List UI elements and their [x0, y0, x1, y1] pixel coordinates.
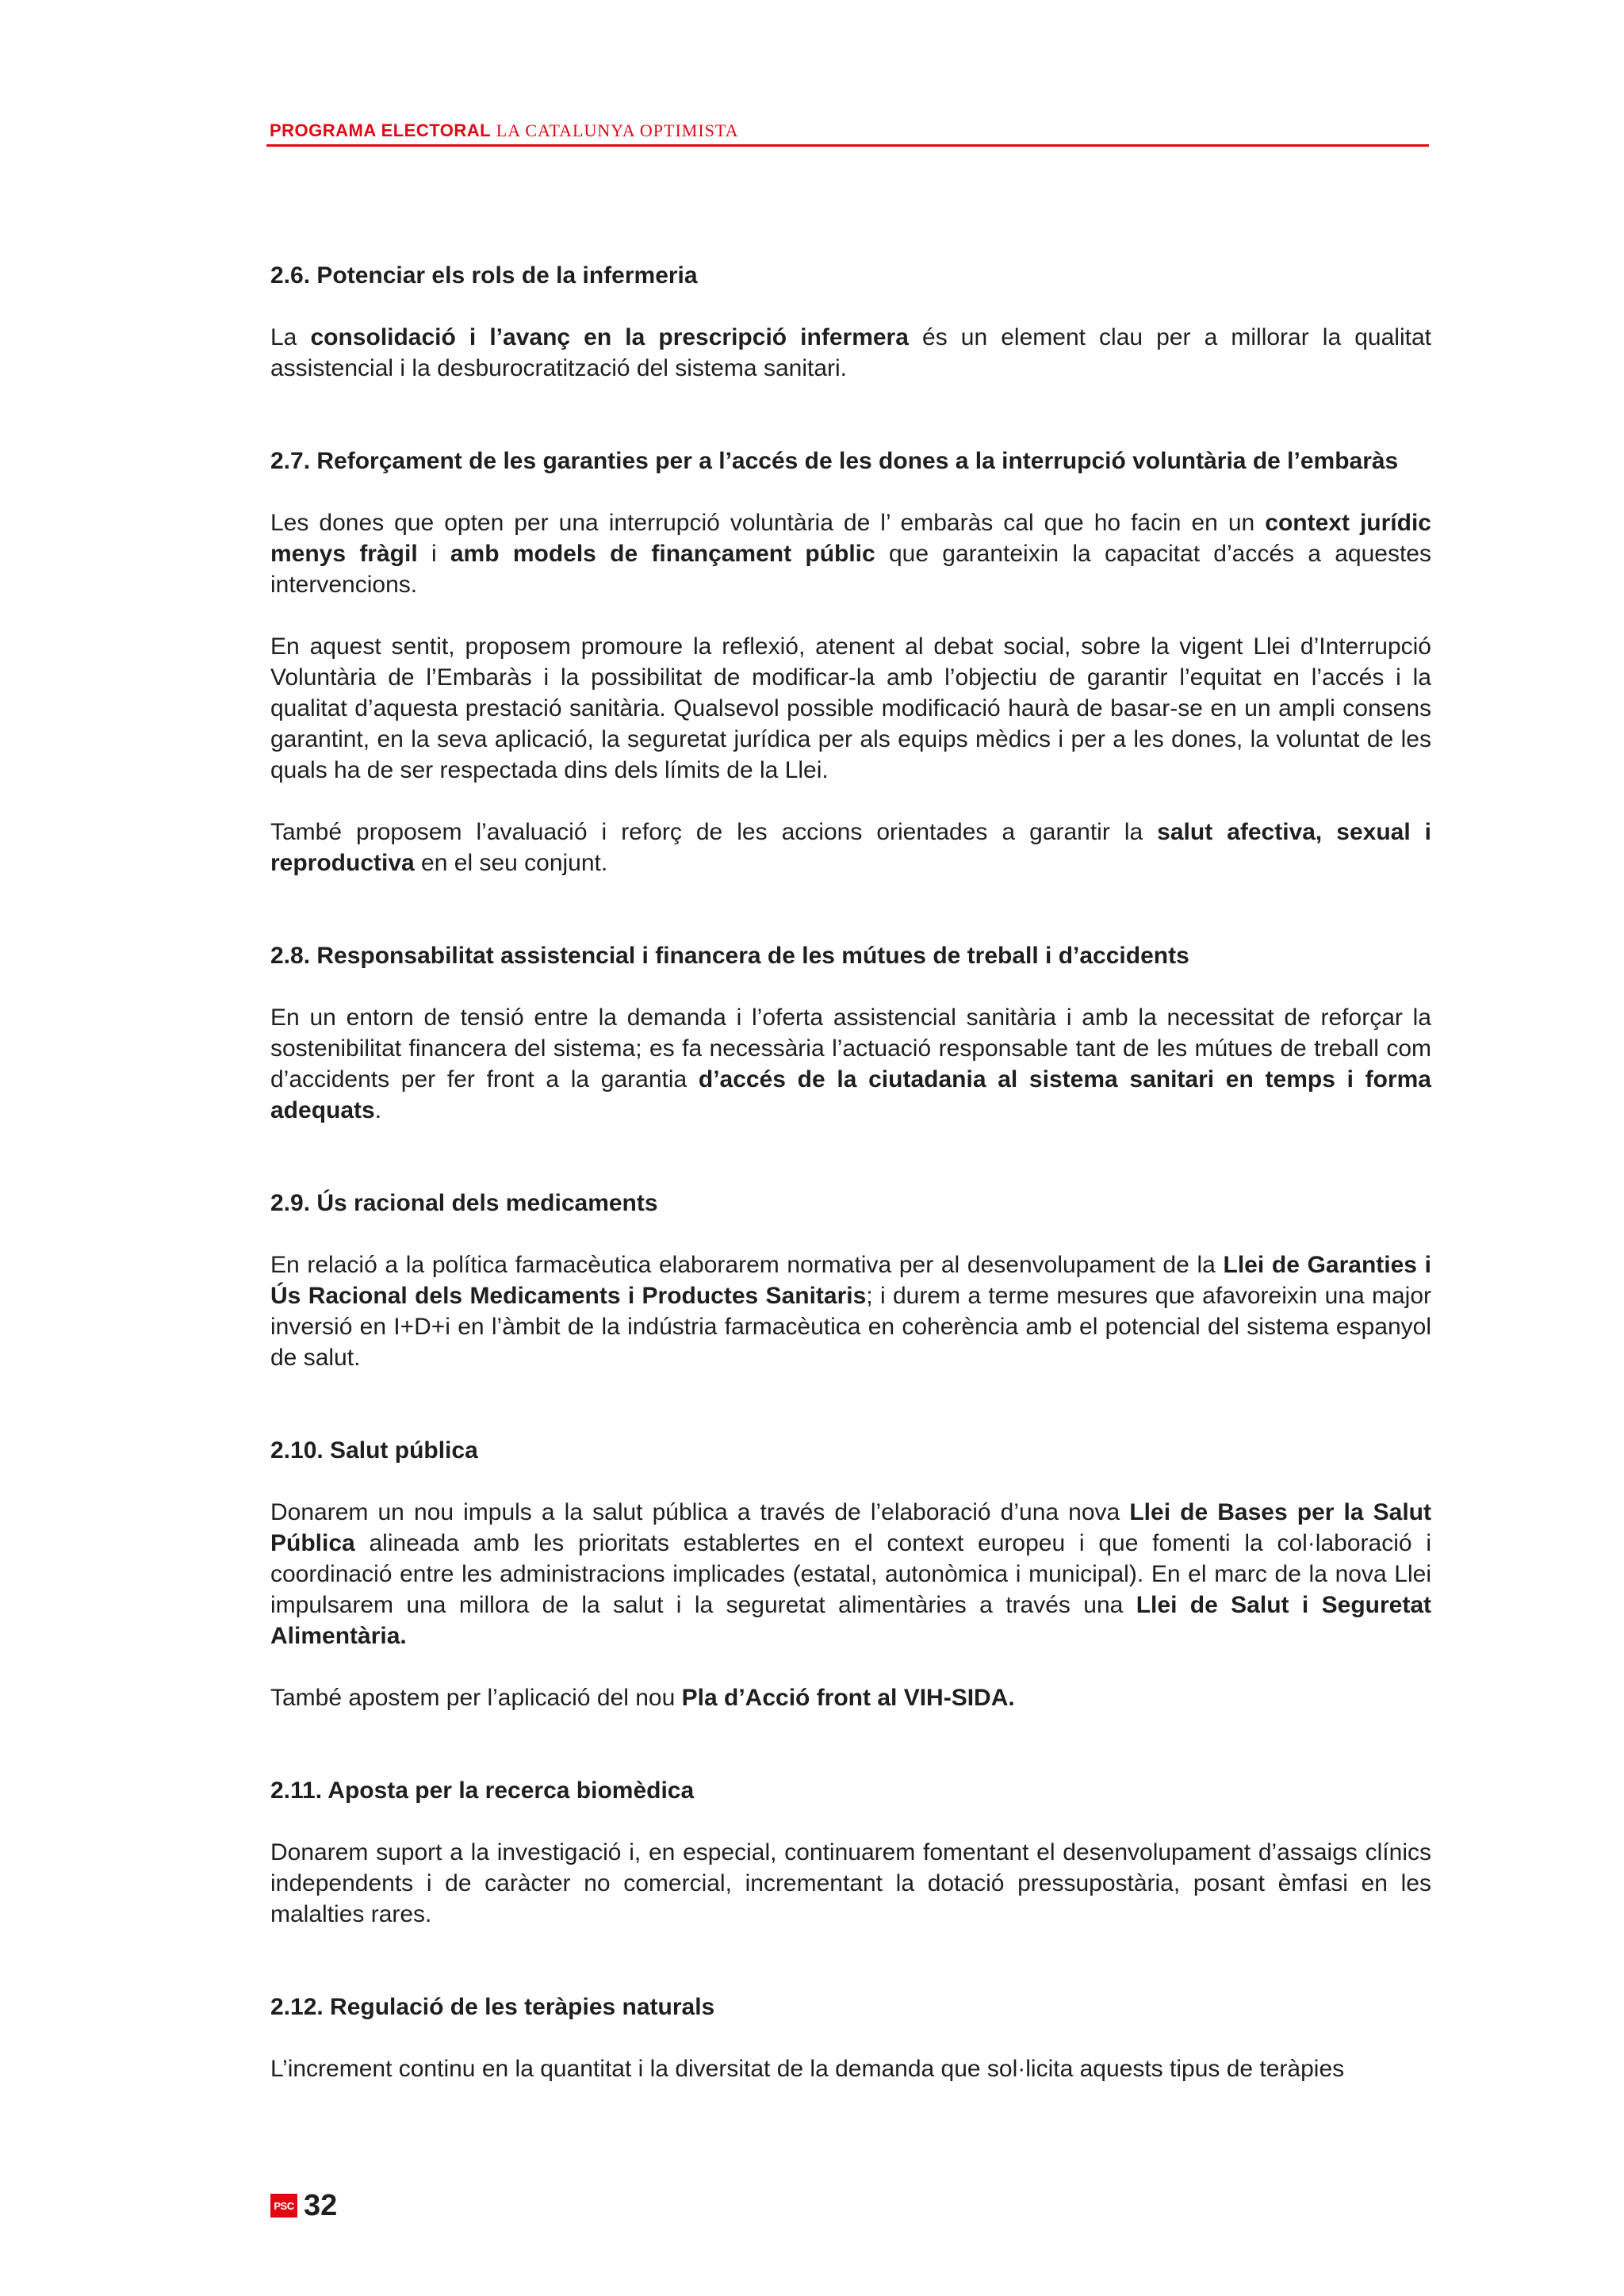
emphasized-text: d’accés de la ciutadania al sistema sanitari en temps i forma adequats [270, 1066, 1431, 1123]
body-paragraph [270, 322, 1431, 384]
paragraph-gap [270, 291, 1431, 322]
section-heading: 2.12. Regulació de les teràpies naturals [270, 1994, 715, 2020]
body-paragraph [270, 2053, 1431, 2084]
emphasized-text: consolidació i l’avanç en la prescripció infermera [310, 324, 909, 350]
text-run: alineada amb les prioritats establertes en el context europeu i que fomenti la col·laboració i coordinació entre les administracions implicades (estatal, autonòmica i municipal). En el marc de la nova Llei impulsarem una millora de la salut i la seguretat alimentàries a través una [270, 1530, 1431, 1618]
page-number: 32 [304, 2189, 338, 2222]
text-run: La [270, 324, 311, 350]
body-paragraph [270, 507, 1431, 600]
text-run: L’increment continu en la quantitat i la diversitat de la demanda que sol·licita aquests tipus de teràpies [270, 2056, 1345, 2082]
running-header [270, 121, 1429, 141]
emphasized-text: amb models de finançament públic [450, 541, 875, 567]
text-run: En un entorn de tensió entre la demanda i l’oferta assistencial sanitària i amb la necessitat de reforçar la sostenibilitat financera del sistema; es fa necessària l’actuació responsable tant de les mútues de treball com d’accidents per fer front a la garantia [270, 1004, 1431, 1093]
text-run: és un element clau per a millorar la qualitat assistencial i la desburocratització del sistema sanitari. [270, 324, 1431, 381]
paragraph-gap [270, 1219, 1431, 1249]
text-run: . [374, 1097, 382, 1123]
header-program-label: PROGRAMA ELECTORAL [270, 121, 492, 140]
paragraph-gap [270, 786, 1431, 817]
text-run: en el seu conjunt. [414, 850, 608, 876]
section-gap [270, 1373, 1431, 1435]
text-run: ; i durem a terme mesures que afavoreixin una major inversió en I+D+i en l’àmbit de la indústria farmacèutica en coherència amb el potencial del sistema espanyol de salut. [270, 1283, 1431, 1371]
section-heading: 2.10. Salut pública [270, 1437, 478, 1464]
paragraph-gap [270, 1806, 1431, 1837]
emphasized-text: Llei de Bases per la Salut Pública [270, 1499, 1431, 1556]
emphasized-text: Llei de Salut i Seguretat Alimentària. [270, 1592, 1431, 1649]
paragraph-gap [270, 1651, 1431, 1682]
text-run: Donarem suport a la investigació i, en especial, continuarem fomentant el desenvolupament d’assaigs clínics independents i de caràcter no comercial, incrementant la dotació pressupostària, posant èmfasi en les malalties rares. [270, 1839, 1431, 1927]
text-run: També apostem per l’aplicació del nou [270, 1685, 682, 1711]
paragraph-gap [270, 476, 1431, 507]
emphasized-text: Pla d’Acció front al VIH-SIDA. [681, 1685, 1015, 1711]
section-gap [270, 878, 1431, 940]
text-run: Donarem un nou impuls a la salut pública a través de l’elaboració d’una nova [270, 1499, 1130, 1525]
header-program-title: LA CATALUNYA OPTIMISTA [496, 121, 739, 140]
body-paragraph [270, 1497, 1431, 1651]
text-run: i [417, 541, 450, 567]
body-paragraph [270, 1002, 1431, 1126]
body-paragraph [270, 1837, 1431, 1930]
section-heading: 2.7. Reforçament de les garanties per a l’accés de les dones a la interrupció voluntària de l’embaràs [270, 448, 1399, 474]
page-footer [270, 2188, 337, 2223]
emphasized-text: salut afectiva, sexual i reproductiva [270, 819, 1431, 876]
text-run: que garanteixin la capacitat d’accés a aquestes intervencions. [270, 541, 1431, 598]
section-heading: 2.9. Ús racional dels medicaments [270, 1190, 658, 1216]
emphasized-text: Llei de Garanties i Ús Racional dels Medicaments i Productes Sanitaris [270, 1252, 1431, 1309]
body-paragraph [270, 1249, 1431, 1373]
section-gap [270, 1126, 1431, 1188]
body-paragraph [270, 631, 1431, 786]
psc-logo: PSC [270, 2194, 297, 2218]
paragraph-gap [270, 600, 1431, 631]
section-heading: 2.11. Aposta per la recerca biomèdica [270, 1777, 695, 1804]
section-gap [270, 1930, 1431, 1992]
text-run: En relació a la política farmacèutica elaborarem normativa per al desenvolupament de la [270, 1252, 1224, 1278]
paragraph-gap [270, 971, 1431, 1002]
text-run: Les dones que opten per una interrupció voluntària de l’ embaràs cal que ho facin en un [270, 510, 1266, 536]
paragraph-gap [270, 2022, 1431, 2053]
section-gap [270, 384, 1431, 446]
paragraph-gap [270, 1466, 1431, 1497]
section-heading: 2.6. Potenciar els rols de la infermeria [270, 262, 698, 289]
section-gap [270, 1713, 1431, 1775]
header-divider [266, 144, 1429, 147]
emphasized-text: context jurídic menys fràgil [270, 510, 1431, 567]
text-run: En aquest sentit, proposem promoure la reflexió, atenent al debat social, sobre la vigent Llei d’Interrupció Voluntària de l’Embaràs i la possibilitat de modificar-la amb l’objectiu de garantir l’equitat en l’accés i la qualitat d’aquesta prestació sanitària. Qualsevol possible modificació haurà de basar-se en un ampli consens garantint, en la seva aplicació, la seguretat jurídica per als equips mèdics i per a les dones, la voluntat de les quals ha de ser respectada dins dels límits de la Llei. [270, 633, 1431, 783]
section-heading: 2.8. Responsabilitat assistencial i financera de les mútues de treball i d’accidents [270, 943, 1189, 969]
text-run: També proposem l’avaluació i reforç de les accions orientades a garantir la [270, 819, 1158, 845]
body-paragraph [270, 1682, 1431, 1713]
body-paragraph [270, 817, 1431, 878]
main-content [270, 260, 1431, 2084]
